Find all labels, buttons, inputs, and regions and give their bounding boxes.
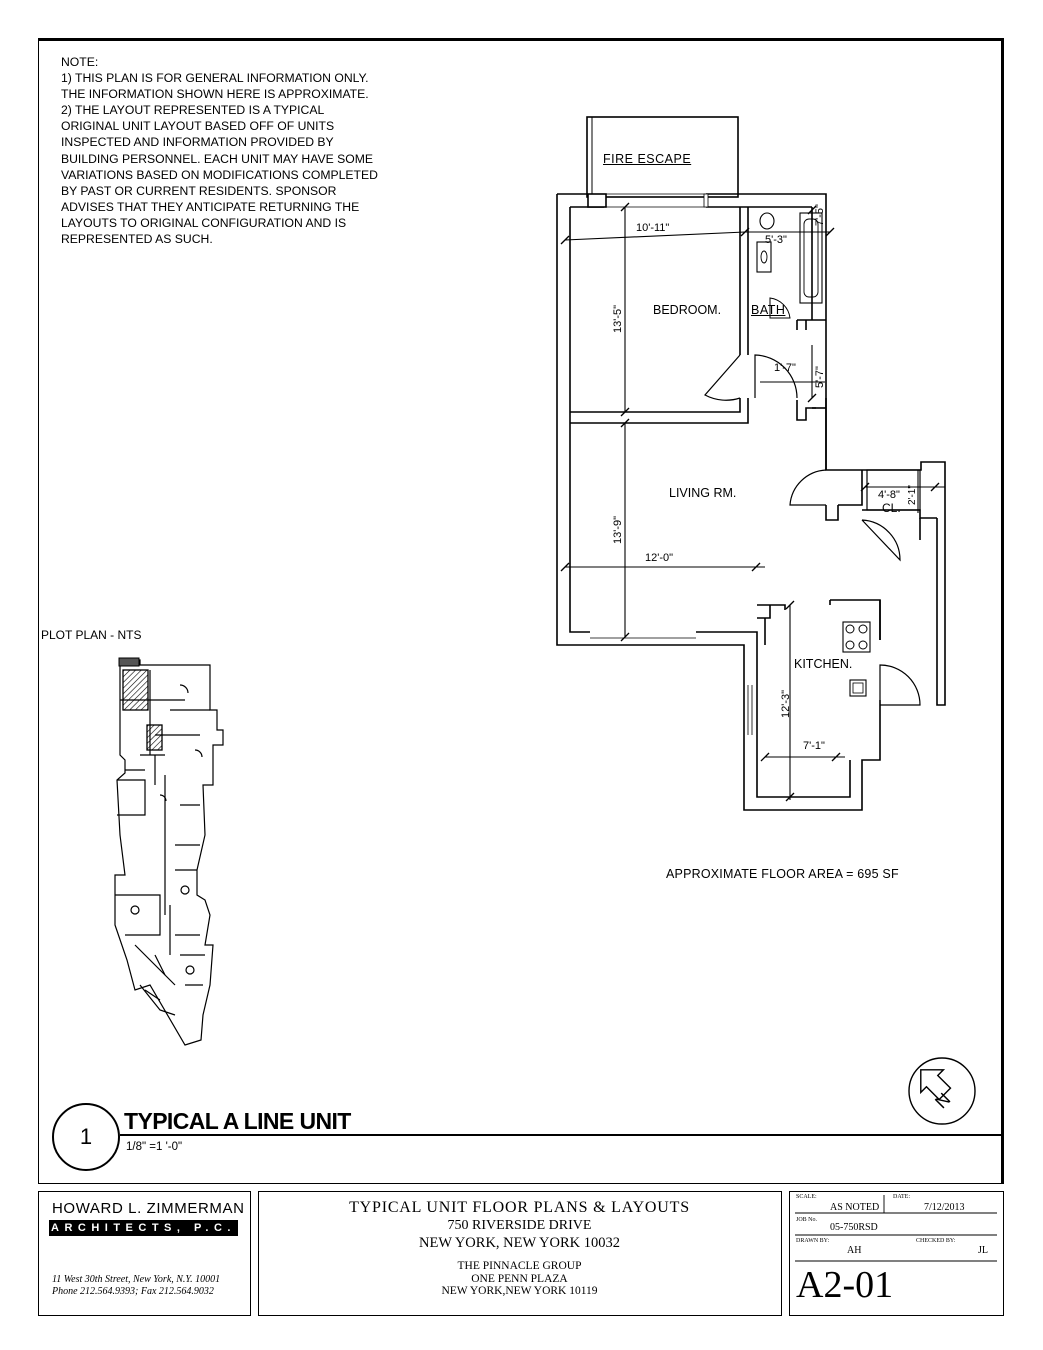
date-label: DATE: xyxy=(893,1194,910,1200)
drawn-value: AH xyxy=(847,1245,862,1256)
living-room-label: LIVING RM. xyxy=(669,486,737,500)
note-item-2: 2) THE LAYOUT REPRESENTED IS A TYPICAL ORIGINAL UNIT LAYOUT BASED OFF OF UNITS INSPECTED AND INFORMATION PROVIDED BY BUILDING PERSONNEL. EACH UNIT MAY HAVE SOME VARIATIONS BASED ON MODIFICATIONS COMPLETED BY PAST OR CURRENT RESIDENTS. SPONSOR ADVISES THAT THEY ANTICIPATE RETURNING THE LAYOUTS TO ORIGINAL CONFIGURATION AND IS REPRESENTED AS SUCH. xyxy=(61,103,378,247)
outer-wall xyxy=(557,194,945,705)
kitchen-depth-dim: 12'-3" xyxy=(780,689,792,718)
bath-depth-dim: 7'-5" xyxy=(814,204,826,226)
kitchen-width-dim: 7'-1" xyxy=(803,740,825,752)
checked-label: CHECKED BY: xyxy=(916,1238,956,1244)
project-info xyxy=(262,1198,777,1298)
bedroom-width-dim: 10'-11" xyxy=(636,222,670,234)
drawing-title: TYPICAL A LINE UNIT xyxy=(124,1108,351,1134)
bath-label: BATH xyxy=(751,303,786,317)
floor-area-label: APPROXIMATE FLOOR AREA = 695 SF xyxy=(666,867,899,881)
firm-name: HOWARD L. ZIMMERMAN xyxy=(52,1200,245,1217)
north-letter: N xyxy=(931,1089,955,1113)
closet-label: CL. xyxy=(882,501,901,515)
closet-width-dim: 4'-8" xyxy=(878,489,900,501)
client-name: THE PINNACLE GROUP xyxy=(457,1260,582,1272)
kitchen-label: KITCHEN. xyxy=(794,657,853,671)
sheet-number: A2-01 xyxy=(796,1264,894,1306)
living-width-dim: 12'-0" xyxy=(645,552,674,564)
date-value: 7/12/2013 xyxy=(924,1202,965,1213)
job-label: JOB No. xyxy=(796,1217,818,1223)
scale-value: AS NOTED xyxy=(830,1202,880,1213)
bedroom-depth-dim: 13'-5" xyxy=(612,304,624,333)
plot-plan-drawing xyxy=(105,655,230,1050)
drawing-scale: 1/8" =1 '-0" xyxy=(126,1141,183,1153)
drawing-number: 1 xyxy=(52,1103,120,1171)
scale-label: SCALE: xyxy=(796,1194,817,1200)
project-address-2: NEW YORK, NEW YORK 10032 xyxy=(419,1235,620,1251)
fire-escape-label: FIRE ESCAPE xyxy=(603,152,692,166)
project-title: TYPICAL UNIT FLOOR PLANS & LAYOUTS xyxy=(349,1199,690,1216)
title-underline xyxy=(120,1134,1004,1136)
client-address-2: NEW YORK,NEW YORK 10119 xyxy=(441,1285,598,1297)
checked-value: JL xyxy=(978,1245,988,1256)
firm-street: 11 West 30th Street, New York, N.Y. 10001 xyxy=(52,1274,221,1285)
client-address-1: ONE PENN PLAZA xyxy=(471,1272,568,1285)
living-depth-dim: 13'-9" xyxy=(612,515,624,544)
firm-bar: ARCHITECTS, P.C. xyxy=(49,1220,238,1236)
firm-phone: Phone 212.564.9393; Fax 212.564.9032 xyxy=(52,1286,214,1297)
bedroom-label: BEDROOM. xyxy=(653,303,722,317)
closet-depth-dim: 2'-1" xyxy=(907,485,918,505)
plot-plan-label: PLOT PLAN - NTS xyxy=(41,628,142,642)
north-arrow-icon xyxy=(906,1055,978,1127)
note-item-1: 1) THIS PLAN IS FOR GENERAL INFORMATION ONLY. THE INFORMATION SHOWN HERE IS APPROXIMATE. xyxy=(61,71,369,102)
hall-width-dim: 1'-7" xyxy=(774,362,796,374)
hall-depth-dim: 5'-7" xyxy=(814,366,826,388)
notes-heading: NOTE: xyxy=(61,55,99,69)
project-address-1: 750 RIVERSIDE DRIVE xyxy=(447,1218,592,1233)
firm-address xyxy=(52,1274,220,1298)
bath-width-dim: 5'-3" xyxy=(765,234,787,246)
drawn-label: DRAWN BY: xyxy=(796,1238,830,1244)
job-value: 05-750RSD xyxy=(830,1222,878,1233)
